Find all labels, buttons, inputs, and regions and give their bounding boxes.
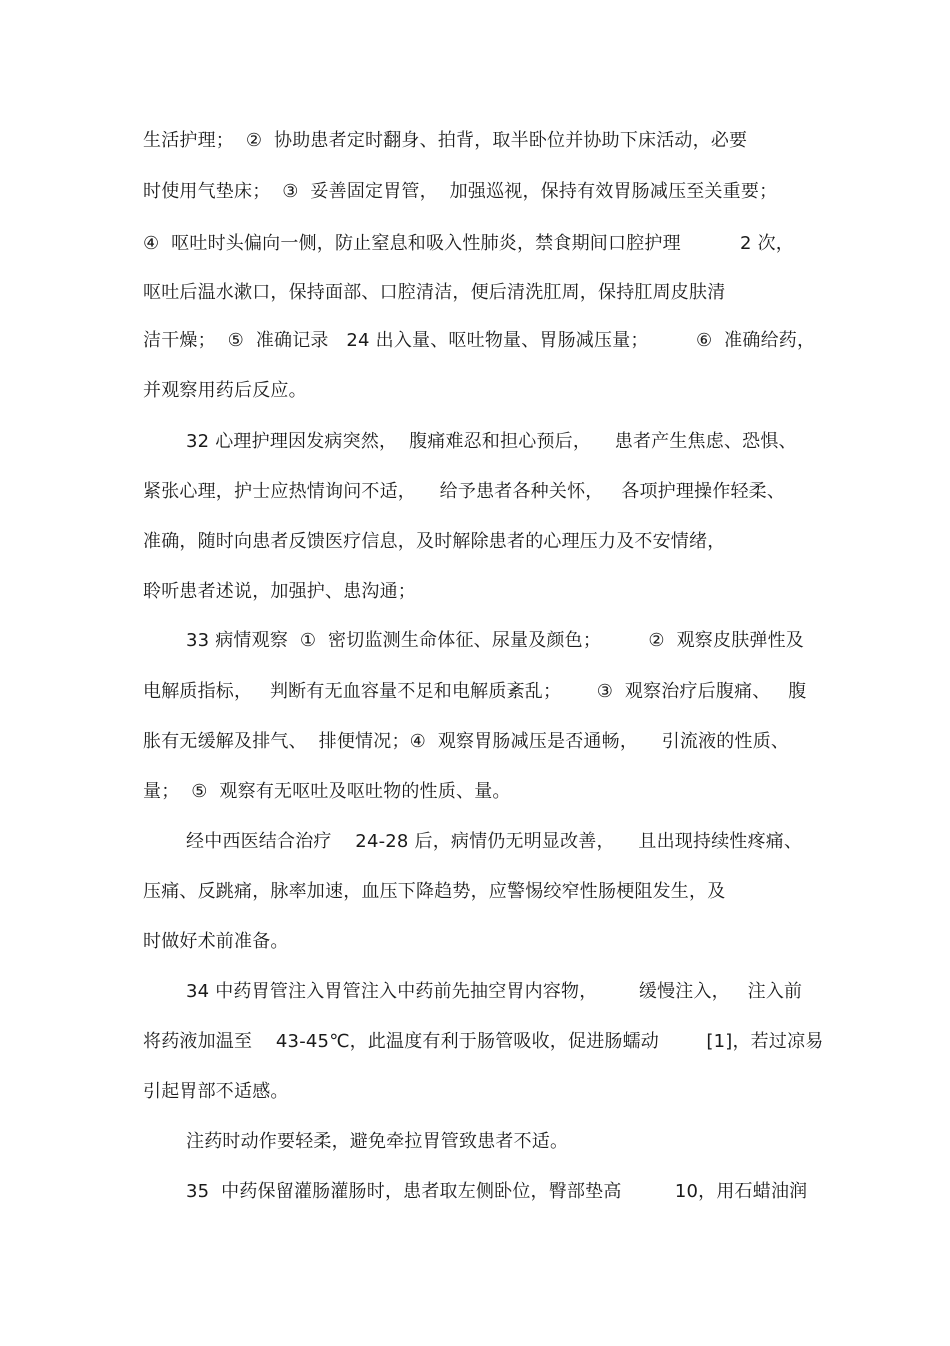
text-line: 洁干燥； ⑤ 准确记录 24 出入量、呕吐物量、胃肠减压量； ⑥ 准确给药， [143, 330, 816, 351]
text-line: ④ 呕吐时头偏向一侧，防止窒息和吸入性肺炎，禁食期间口腔护理 2 次， [143, 233, 794, 254]
text-line: 呕吐后温水漱口，保持面部、口腔清洁，便后清洗肛周，保持肛周皮肤清 [143, 282, 726, 303]
paragraph-start-line: 34 中药胃管注入胃管注入中药前先抽空胃内容物， 缓慢注入， 注入前 [186, 981, 803, 1002]
text-line: 紧张心理，护士应热情询问不适， 给予患者各种关怀， 各项护理操作轻柔、 [143, 481, 786, 502]
text-line: 准确，随时向患者反馈医疗信息，及时解除患者的心理压力及不安情绪， [143, 531, 726, 552]
paragraph-start-line: 33 病情观察 ① 密切监测生命体征、尿量及颜色； ② 观察皮肤弹性及 [186, 630, 804, 651]
text-line: 时使用气垫床； ③ 妥善固定胃管， 加强巡视，保持有效胃肠减压至关重要； [143, 181, 778, 202]
text-line: 量； ⑤ 观察有无呕吐及呕吐物的性质、量。 [143, 781, 511, 802]
text-line: 引起胃部不适感。 [143, 1081, 289, 1102]
paragraph-start-line: 35 中药保留灌肠灌肠时，患者取左侧卧位，臀部垫高 10，用石蜡油润 [186, 1181, 808, 1202]
text-line: 电解质指标， 判断有无血容量不足和电解质紊乱； ③ 观察治疗后腹痛、 腹 [143, 681, 807, 702]
text-line: 胀有无缓解及排气、 排便情况；④ 观察胃肠减压是否通畅， 引流液的性质、 [143, 731, 790, 752]
text-line: 压痛、反跳痛，脉率加速，血压下降趋势，应警惕绞窄性肠梗阻发生，及 [143, 881, 726, 902]
text-line: 将药液加温至 43-45℃，此温度有利于肠管吸收，促进肠蠕动 [1]，若过凉易 [143, 1031, 824, 1052]
text-line: 并观察用药后反应。 [143, 380, 307, 401]
paragraph-start-line: 经中西医结合治疗 24-28 后，病情仍无明显改善， 且出现持续性疼痛、 [186, 831, 803, 852]
paragraph-start-line: 注药时动作要轻柔，避免牵拉胃管致患者不适。 [186, 1131, 569, 1152]
text-line: 聆听患者述说，加强护、患沟通； [143, 581, 416, 602]
text-line: 时做好术前准备。 [143, 931, 289, 952]
text-line: 生活护理； ② 协助患者定时翻身、拍背，取半卧位并协助下床活动，必要 [143, 130, 748, 151]
paragraph-start-line: 32 心理护理因发病突然， 腹痛难忍和担心预后， 患者产生焦虑、恐惧、 [186, 431, 797, 452]
